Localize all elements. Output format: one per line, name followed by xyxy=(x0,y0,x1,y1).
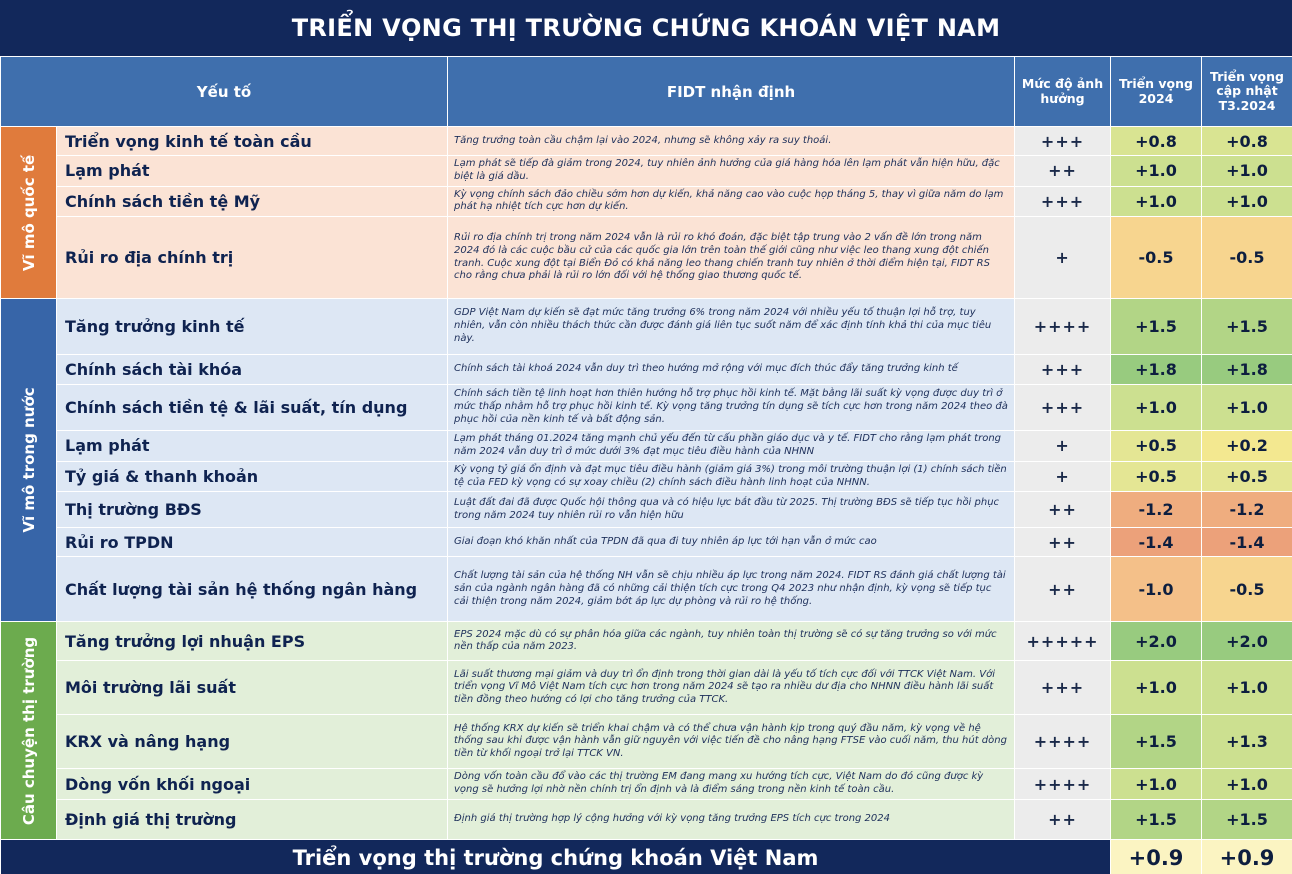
outlook-2024-cell: +0.8 xyxy=(1111,127,1202,156)
factor-cell: Môi trường lãi suất xyxy=(57,661,448,715)
outlook-updated-cell: +1.8 xyxy=(1202,355,1292,385)
outlook-updated-cell: -1.2 xyxy=(1202,492,1292,528)
outlook-2024-cell: +1.5 xyxy=(1111,715,1202,769)
table-row xyxy=(1,355,1292,385)
table-row xyxy=(1,661,1292,715)
outlook-updated-cell: -1.4 xyxy=(1202,528,1292,557)
impact-cell: ++ xyxy=(1015,492,1111,528)
table-row xyxy=(1,528,1292,557)
table-row xyxy=(1,299,1292,355)
group-label xyxy=(1,127,57,299)
assessment-cell: Kỳ vọng chính sách đảo chiều sớm hơn dự kiến, khả năng cao vào cuộc họp tháng 5, thay vì giữa năm do lạm phát hạ nhiệt tích cực hơn dự kiến. xyxy=(448,186,1015,217)
outlook-updated-cell: -0.5 xyxy=(1202,217,1292,299)
assessment-cell: GDP Việt Nam dự kiến sẽ đạt mức tăng trưởng 6% trong năm 2024 với nhiều yếu tố thuận lợi hỗ trợ, tuy nhiên, vẫn còn nhiều thách thức cần được đánh giá liên tục suốt năm để xác định tính khả thi của mục tiêu này. xyxy=(448,299,1015,355)
assessment-cell: Kỳ vọng tỷ giá ổn định và đạt mục tiêu điều hành (giảm giá 3%) trong môi trường thuận lợi (1) chính sách tiền tệ của FED kỳ vọng có sự xoay chiều (2) chính sách điều hành linh hoạt của NHNN. xyxy=(448,461,1015,492)
factor-cell: Dòng vốn khối ngoại xyxy=(57,769,448,800)
summary-outlook-2024: +0.9 xyxy=(1111,839,1202,874)
table-row xyxy=(1,715,1292,769)
factor-cell: KRX và nâng hạng xyxy=(57,715,448,769)
assessment-cell: Chính sách tài khoá 2024 vẫn duy trì theo hướng mở rộng với mục đích thúc đẩy tăng trưởng kinh tế xyxy=(448,355,1015,385)
impact-cell: +++ xyxy=(1015,186,1111,217)
outlook-updated-cell: +1.0 xyxy=(1202,769,1292,800)
impact-cell: +++ xyxy=(1015,127,1111,156)
outlook-2024-cell: +1.0 xyxy=(1111,156,1202,187)
outlook-updated-cell: -0.5 xyxy=(1202,557,1292,622)
factor-cell: Tăng trưởng lợi nhuận EPS xyxy=(57,622,448,661)
impact-cell: + xyxy=(1015,217,1111,299)
factor-cell: Lạm phát xyxy=(57,156,448,187)
factor-cell: Chính sách tiền tệ & lãi suất, tín dụng xyxy=(57,385,448,431)
assessment-cell: Định giá thị trường hợp lý cộng hưởng với kỳ vọng tăng trưởng EPS tích cực trong 2024 xyxy=(448,799,1015,839)
table-row xyxy=(1,622,1292,661)
assessment-cell: Lạm phát sẽ tiếp đà giảm trong 2024, tuy nhiên ảnh hưởng của giá hàng hóa lên lạm phát vẫn hiện hữu, đặc biệt là giá dầu. xyxy=(448,156,1015,187)
outlook-updated-cell: +1.5 xyxy=(1202,799,1292,839)
factor-cell: Tăng trưởng kinh tế xyxy=(57,299,448,355)
table-row xyxy=(1,799,1292,839)
outlook-2024-cell: +1.0 xyxy=(1111,661,1202,715)
outlook-2024-cell: +1.0 xyxy=(1111,186,1202,217)
header-row xyxy=(1,57,1292,127)
outlook-updated-cell: +0.2 xyxy=(1202,431,1292,462)
header-outlook-updated: Triển vọng cập nhật T3.2024 xyxy=(1202,57,1292,127)
factor-cell: Thị trường BĐS xyxy=(57,492,448,528)
factor-cell: Rủi ro địa chính trị xyxy=(57,217,448,299)
assessment-cell: Chất lượng tài sản của hệ thống NH vẫn sẽ chịu nhiều áp lực trong năm 2024. FIDT RS đánh giá chất lượng tài sản của ngành ngân hàng đã có những cải thiện tích cực trong Q4 2023 như nhận định, kỳ vọng sẽ tiếp tục cải thiện trong năm 2024, giảm bớt áp lực dự phòng và rủi ro hệ thống. xyxy=(448,557,1015,622)
factor-cell: Lạm phát xyxy=(57,431,448,462)
impact-cell: ++ xyxy=(1015,528,1111,557)
factor-cell: Chính sách tiền tệ Mỹ xyxy=(57,186,448,217)
factor-cell: Rủi ro TPDN xyxy=(57,528,448,557)
outlook-updated-cell: +1.0 xyxy=(1202,156,1292,187)
header-factor: Yếu tố xyxy=(1,57,448,127)
summary-outlook-updated: +0.9 xyxy=(1202,839,1292,874)
impact-cell: ++ xyxy=(1015,799,1111,839)
table-body xyxy=(1,127,1292,840)
impact-cell: ++++ xyxy=(1015,769,1111,800)
outlook-2024-cell: +0.5 xyxy=(1111,461,1202,492)
summary-row xyxy=(1,839,1292,874)
table-row xyxy=(1,492,1292,528)
assessment-cell: Luật đất đai đã được Quốc hội thông qua và có hiệu lực bắt đầu từ 2025. Thị trường BĐS sẽ tiếp tục hồi phục trong năm 2024 tuy nhiên rủi ro vẫn hiện hữu xyxy=(448,492,1015,528)
header-impact: Mức độ ảnh hưởng xyxy=(1015,57,1111,127)
outlook-table xyxy=(0,56,1292,874)
outlook-2024-cell: -1.2 xyxy=(1111,492,1202,528)
impact-cell: + xyxy=(1015,461,1111,492)
assessment-cell: Lãi suất thương mại giảm và duy trì ổn định trong thời gian dài là yếu tố tích cực đối với TTCK Việt Nam. Với triển vọng Vĩ Mô Việt Nam tích cực hơn trong năm 2024 sẽ tạo ra nhiều dư địa cho NHNN điều hành lãi suất tiền đồng theo hướng có lợi cho tăng trưởng của TTCK. xyxy=(448,661,1015,715)
assessment-cell: Lạm phát tháng 01.2024 tăng mạnh chủ yếu đến từ cấu phần giáo dục và y tế. FIDT cho rằng lạm phát trong năm 2024 vẫn duy trì ở mức dưới 3% đạt mục tiêu điều hành của NHNN xyxy=(448,431,1015,462)
impact-cell: ++ xyxy=(1015,156,1111,187)
outlook-updated-cell: +1.5 xyxy=(1202,299,1292,355)
assessment-cell: Giai đoạn khó khăn nhất của TPDN đã qua đi tuy nhiên áp lực tới hạn vẫn ở mức cao xyxy=(448,528,1015,557)
impact-cell: +++++ xyxy=(1015,622,1111,661)
table-row xyxy=(1,557,1292,622)
outlook-2024-cell: -1.0 xyxy=(1111,557,1202,622)
factor-cell: Chính sách tài khóa xyxy=(57,355,448,385)
outlook-2024-cell: -1.4 xyxy=(1111,528,1202,557)
header-outlook-2024: Triển vọng 2024 xyxy=(1111,57,1202,127)
outlook-2024-cell: +1.0 xyxy=(1111,769,1202,800)
group-label xyxy=(1,299,57,622)
assessment-cell: Hệ thống KRX dự kiến sẽ triển khai chậm và có thể chưa vận hành kịp trong quý đầu năm, kỳ vọng về hệ thống sau khi được vận hành vẫn giữ nguyên với việc tiến đề cho nâng hạng FTSE vào cuối năm, thu hút dòng tiền từ khối ngoại trở lại TTCK VN. xyxy=(448,715,1015,769)
table-row xyxy=(1,127,1292,156)
page-title: TRIỂN VỌNG THỊ TRƯỜNG CHỨNG KHOÁN VIỆT NAM xyxy=(0,0,1292,56)
impact-cell: +++ xyxy=(1015,661,1111,715)
outlook-2024-cell: +2.0 xyxy=(1111,622,1202,661)
assessment-cell: Tăng trưởng toàn cầu chậm lại vào 2024, nhưng sẽ không xảy ra suy thoái. xyxy=(448,127,1015,156)
impact-cell: ++++ xyxy=(1015,715,1111,769)
impact-cell: +++ xyxy=(1015,385,1111,431)
group-label-text: Câu chuyện thị trường xyxy=(19,636,38,825)
assessment-cell: Dòng vốn toàn cầu đổ vào các thị trường EM đang mang xu hướng tích cực, Việt Nam do đó cũng được kỳ vọng sẽ hưởng lợi nhờ nền chính trị ổn định và là điểm sáng trong nền kinh tế toàn cầu. xyxy=(448,769,1015,800)
table-row xyxy=(1,431,1292,462)
outlook-updated-cell: +1.3 xyxy=(1202,715,1292,769)
impact-cell: +++ xyxy=(1015,355,1111,385)
summary-label: Triển vọng thị trường chứng khoán Việt Nam xyxy=(1,839,1111,874)
table-row xyxy=(1,217,1292,299)
factor-cell: Định giá thị trường xyxy=(57,799,448,839)
outlook-2024-cell: +0.5 xyxy=(1111,431,1202,462)
table-row xyxy=(1,186,1292,217)
table-row xyxy=(1,385,1292,431)
assessment-cell: EPS 2024 mặc dù có sự phân hóa giữa các ngành, tuy nhiên toàn thị trường sẽ có sự tăng trưởng so với mức nền thấp của năm 2023. xyxy=(448,622,1015,661)
outlook-2024-cell: +1.8 xyxy=(1111,355,1202,385)
outlook-2024-cell: -0.5 xyxy=(1111,217,1202,299)
outlook-updated-cell: +0.8 xyxy=(1202,127,1292,156)
table-row xyxy=(1,461,1292,492)
impact-cell: ++ xyxy=(1015,557,1111,622)
outlook-updated-cell: +0.5 xyxy=(1202,461,1292,492)
factor-cell: Triển vọng kinh tế toàn cầu xyxy=(57,127,448,156)
outlook-2024-cell: +1.5 xyxy=(1111,299,1202,355)
group-label-text: Vĩ mô quốc tế xyxy=(19,154,38,271)
group-label xyxy=(1,622,57,840)
impact-cell: + xyxy=(1015,431,1111,462)
factor-cell: Tỷ giá & thanh khoản xyxy=(57,461,448,492)
outlook-updated-cell: +2.0 xyxy=(1202,622,1292,661)
outlook-2024-cell: +1.5 xyxy=(1111,799,1202,839)
group-label-text: Vĩ mô trong nước xyxy=(19,387,38,533)
assessment-cell: Chính sách tiền tệ linh hoạt hơn thiên hướng hỗ trợ phục hồi kinh tế. Mặt bằng lãi suất kỳ vọng được duy trì ở mức thấp nhằm hỗ trợ phục hồi kinh tế. Kỳ vọng tăng trưởng tín dụng sẽ tích cực hơn trong năm 2024 theo đà phục hồi của nền kinh tế và bất động sản. xyxy=(448,385,1015,431)
outlook-updated-cell: +1.0 xyxy=(1202,186,1292,217)
assessment-cell: Rủi ro địa chính trị trong năm 2024 vẫn là rủi ro khó đoán, đặc biệt tập trung vào 2 vấn đề lớn trong năm 2024 đó là các cuộc bầu cử của các quốc gia lớn trên toàn thế giới cũng như việc leo thang xung đột chiến tranh. Cuộc xung đột tại Biển Đỏ có khả năng leo thang chiến tranh tuy nhiên ở thời điểm hiện tại, FIDT RS cho rằng chưa phải là rủi ro lớn đối với hệ thống giao thương quốc tế. xyxy=(448,217,1015,299)
table-row xyxy=(1,156,1292,187)
outlook-updated-cell: +1.0 xyxy=(1202,385,1292,431)
factor-cell: Chất lượng tài sản hệ thống ngân hàng xyxy=(57,557,448,622)
outlook-updated-cell: +1.0 xyxy=(1202,661,1292,715)
impact-cell: ++++ xyxy=(1015,299,1111,355)
outlook-2024-cell: +1.0 xyxy=(1111,385,1202,431)
header-assessment: FIDT nhận định xyxy=(448,57,1015,127)
table-row xyxy=(1,769,1292,800)
